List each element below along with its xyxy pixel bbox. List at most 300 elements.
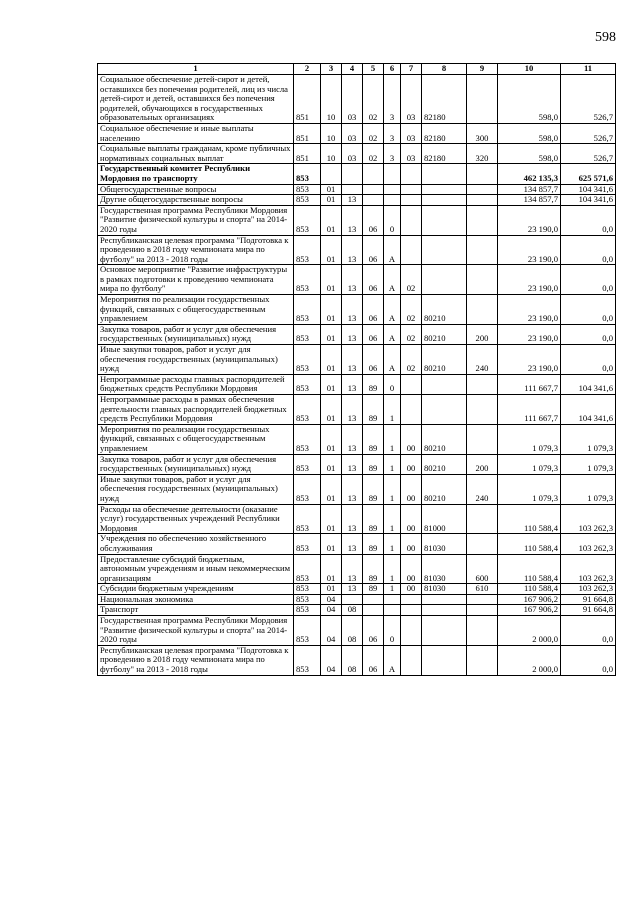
direction-cell: 80210 — [422, 345, 467, 375]
program-cell: 89 — [363, 474, 384, 504]
gr-code-cell: 853 — [294, 504, 321, 534]
direction-cell: 82180 — [422, 75, 467, 124]
event-cell: 03 — [401, 75, 422, 124]
subprogram-cell: 0 — [384, 205, 401, 235]
direction-cell: 81030 — [422, 534, 467, 554]
table-row — [98, 123, 616, 143]
amount-2020-cell: 1 079,3 — [561, 474, 616, 504]
gr-code-cell: 853 — [294, 295, 321, 325]
section-cell: 01 — [321, 324, 342, 344]
subsection-cell: 13 — [342, 374, 363, 394]
expense-type-cell — [467, 184, 498, 195]
expense-type-cell — [467, 645, 498, 675]
row-name-cell: Непрограммные расходы главных распорядителей бюджетных средств Республики Мордовия — [98, 374, 294, 394]
expense-type-cell — [467, 616, 498, 646]
direction-cell: 82180 — [422, 123, 467, 143]
table-row — [98, 605, 616, 616]
event-cell — [401, 184, 422, 195]
expense-type-cell — [467, 235, 498, 265]
amount-2019-cell: 2 000,0 — [498, 616, 561, 646]
page-number: 598 — [595, 30, 616, 45]
section-cell: 01 — [321, 205, 342, 235]
subprogram-cell: А — [384, 235, 401, 265]
row-name-cell: Иные закупки товаров, работ и услуг для обеспечения государственных (муниципальных) нужд — [98, 345, 294, 375]
event-cell: 02 — [401, 345, 422, 375]
section-cell: 01 — [321, 345, 342, 375]
row-name-cell: Социальное обеспечение детей-сирот и детей, оставшихся без попечения родителей, лиц из числа детей-сирот и детей, оставшихся без попечения родителей, обучающихся в государственных образовательных организациях — [98, 75, 294, 124]
amount-2020-cell: 103 262,3 — [561, 584, 616, 595]
amount-2019-cell: 23 190,0 — [498, 345, 561, 375]
table-row — [98, 534, 616, 554]
program-cell: 89 — [363, 554, 384, 584]
event-cell — [401, 205, 422, 235]
subprogram-cell — [384, 184, 401, 195]
expense-type-cell: 200 — [467, 324, 498, 344]
expense-type-cell — [467, 265, 498, 295]
subprogram-cell: 0 — [384, 374, 401, 394]
row-name-cell: Государственная программа Республики Мордовия "Развитие физической культуры и спорта" на 2014-2020 годы — [98, 205, 294, 235]
section-cell: 01 — [321, 474, 342, 504]
section-cell: 10 — [321, 123, 342, 143]
program-cell: 89 — [363, 504, 384, 534]
program-cell — [363, 184, 384, 195]
amount-2020-cell: 104 341,6 — [561, 184, 616, 195]
direction-cell — [422, 645, 467, 675]
row-name-cell: Транспорт — [98, 605, 294, 616]
direction-cell: 81030 — [422, 554, 467, 584]
amount-2019-cell: 1 079,3 — [498, 454, 561, 474]
subsection-cell: 13 — [342, 554, 363, 584]
table-row — [98, 75, 616, 124]
row-name-cell: Республиканская целевая программа "Подготовка к проведению в 2018 году чемпионата мира по футболу" на 2013 - 2018 годы — [98, 645, 294, 675]
amount-2020-cell: 0,0 — [561, 616, 616, 646]
gr-code-cell: 853 — [294, 164, 321, 184]
section-cell: 04 — [321, 594, 342, 605]
section-cell: 04 — [321, 605, 342, 616]
row-name-cell: Закупка товаров, работ и услуг для обеспечения государственных (муниципальных) нужд — [98, 454, 294, 474]
subprogram-cell — [384, 594, 401, 605]
column-header: 11 — [561, 64, 616, 75]
column-header: 9 — [467, 64, 498, 75]
subprogram-cell: 1 — [384, 504, 401, 534]
amount-2020-cell: 0,0 — [561, 265, 616, 295]
subprogram-cell: 1 — [384, 395, 401, 425]
direction-cell — [422, 605, 467, 616]
gr-code-cell: 853 — [294, 424, 321, 454]
amount-2020-cell: 91 664,8 — [561, 605, 616, 616]
gr-code-cell: 853 — [294, 395, 321, 425]
expense-type-cell: 240 — [467, 474, 498, 504]
subsection-cell: 13 — [342, 395, 363, 425]
row-name-cell: Субсидии бюджетным учреждениям — [98, 584, 294, 595]
section-cell: 10 — [321, 75, 342, 124]
table-row — [98, 144, 616, 164]
direction-cell: 81030 — [422, 584, 467, 595]
table-row — [98, 424, 616, 454]
row-name-cell: Национальная экономика — [98, 594, 294, 605]
program-cell: 06 — [363, 616, 384, 646]
subprogram-cell: 1 — [384, 474, 401, 504]
amount-2019-cell: 1 079,3 — [498, 474, 561, 504]
expense-type-cell — [467, 195, 498, 206]
expense-type-cell: 600 — [467, 554, 498, 584]
event-cell: 00 — [401, 584, 422, 595]
amount-2020-cell: 104 341,6 — [561, 374, 616, 394]
program-cell: 06 — [363, 345, 384, 375]
subsection-cell: 13 — [342, 534, 363, 554]
row-name-cell: Мероприятия по реализации государственных функций, связанных с общегосударственным управлением — [98, 424, 294, 454]
direction-cell — [422, 374, 467, 394]
table-row — [98, 195, 616, 206]
program-cell — [363, 605, 384, 616]
subsection-cell: 13 — [342, 195, 363, 206]
row-name-cell: Основное мероприятие "Развитие инфраструктуры в рамках подготовки к проведению чемпионата мира по футболу" — [98, 265, 294, 295]
subsection-cell: 13 — [342, 345, 363, 375]
amount-2019-cell: 134 857,7 — [498, 184, 561, 195]
expense-type-cell — [467, 75, 498, 124]
amount-2020-cell: 0,0 — [561, 324, 616, 344]
section-cell: 01 — [321, 504, 342, 534]
event-cell: 03 — [401, 123, 422, 143]
expense-type-cell — [467, 605, 498, 616]
column-header: 2 — [294, 64, 321, 75]
expense-type-cell: 320 — [467, 144, 498, 164]
subprogram-cell: 3 — [384, 144, 401, 164]
program-cell: 89 — [363, 374, 384, 394]
section-cell: 10 — [321, 144, 342, 164]
amount-2020-cell: 526,7 — [561, 75, 616, 124]
expense-type-cell — [467, 164, 498, 184]
subprogram-cell: А — [384, 324, 401, 344]
row-name-cell: Социальное обеспечение и иные выплаты населению — [98, 123, 294, 143]
event-cell: 02 — [401, 265, 422, 295]
subprogram-cell: А — [384, 295, 401, 325]
section-cell: 01 — [321, 195, 342, 206]
direction-cell — [422, 184, 467, 195]
direction-cell: 80210 — [422, 295, 467, 325]
amount-2019-cell: 111 667,7 — [498, 374, 561, 394]
table-row — [98, 645, 616, 675]
table-row — [98, 584, 616, 595]
program-cell: 02 — [363, 75, 384, 124]
program-cell: 06 — [363, 645, 384, 675]
gr-code-cell: 853 — [294, 324, 321, 344]
subsection-cell: 13 — [342, 454, 363, 474]
gr-code-cell: 853 — [294, 454, 321, 474]
gr-code-cell: 853 — [294, 645, 321, 675]
gr-code-cell: 853 — [294, 534, 321, 554]
column-header: 10 — [498, 64, 561, 75]
amount-2020-cell: 0,0 — [561, 205, 616, 235]
event-cell: 00 — [401, 424, 422, 454]
row-name-cell: Мероприятия по реализации государственных функций, связанных с общегосударственным управлением — [98, 295, 294, 325]
expense-type-cell — [467, 594, 498, 605]
row-name-cell: Государственная программа Республики Мордовия "Развитие физической культуры и спорта" на 2014-2020 годы — [98, 616, 294, 646]
expense-type-cell — [467, 295, 498, 325]
column-header: 8 — [422, 64, 467, 75]
event-cell: 00 — [401, 504, 422, 534]
event-cell: 00 — [401, 474, 422, 504]
amount-2019-cell: 2 000,0 — [498, 645, 561, 675]
subprogram-cell — [384, 605, 401, 616]
table-row — [98, 474, 616, 504]
subsection-cell — [342, 184, 363, 195]
event-cell: 03 — [401, 144, 422, 164]
event-cell — [401, 195, 422, 206]
gr-code-cell: 851 — [294, 144, 321, 164]
column-header: 1 — [98, 64, 294, 75]
table-row — [98, 205, 616, 235]
event-cell: 02 — [401, 324, 422, 344]
column-header: 4 — [342, 64, 363, 75]
amount-2019-cell: 598,0 — [498, 123, 561, 143]
amount-2019-cell: 167 906,2 — [498, 605, 561, 616]
section-cell: 01 — [321, 374, 342, 394]
row-name-cell: Учреждения по обеспечению хозяйственного обслуживания — [98, 534, 294, 554]
header-row — [98, 64, 616, 75]
row-name-cell: Общегосударственные вопросы — [98, 184, 294, 195]
event-cell: 00 — [401, 554, 422, 584]
amount-2019-cell: 110 588,4 — [498, 554, 561, 584]
event-cell — [401, 374, 422, 394]
table-row — [98, 324, 616, 344]
section-cell: 01 — [321, 295, 342, 325]
program-cell: 89 — [363, 424, 384, 454]
section-cell: 01 — [321, 184, 342, 195]
expense-type-cell — [467, 504, 498, 534]
amount-2020-cell: 104 341,6 — [561, 195, 616, 206]
amount-2020-cell: 625 571,6 — [561, 164, 616, 184]
amount-2019-cell: 23 190,0 — [498, 295, 561, 325]
row-name-cell: Социальные выплаты гражданам, кроме публичных нормативных социальных выплат — [98, 144, 294, 164]
direction-cell — [422, 164, 467, 184]
gr-code-cell: 853 — [294, 205, 321, 235]
amount-2020-cell: 103 262,3 — [561, 534, 616, 554]
amount-2020-cell: 0,0 — [561, 235, 616, 265]
amount-2019-cell: 23 190,0 — [498, 205, 561, 235]
column-header: 6 — [384, 64, 401, 75]
amount-2020-cell: 0,0 — [561, 345, 616, 375]
amount-2020-cell: 103 262,3 — [561, 504, 616, 534]
column-header: 7 — [401, 64, 422, 75]
direction-cell — [422, 205, 467, 235]
program-cell: 02 — [363, 144, 384, 164]
gr-code-cell: 853 — [294, 374, 321, 394]
event-cell: 00 — [401, 534, 422, 554]
subsection-cell: 03 — [342, 123, 363, 143]
row-name-cell: Закупка товаров, работ и услуг для обеспечения государственных (муниципальных) нужд — [98, 324, 294, 344]
subprogram-cell: 1 — [384, 454, 401, 474]
direction-cell: 82180 — [422, 144, 467, 164]
section-cell: 04 — [321, 645, 342, 675]
amount-2019-cell: 110 588,4 — [498, 584, 561, 595]
subprogram-cell — [384, 195, 401, 206]
row-name-cell: Республиканская целевая программа "Подготовка к проведению в 2018 году чемпионата мира по футболу" на 2013 - 2018 годы — [98, 235, 294, 265]
section-cell: 04 — [321, 616, 342, 646]
direction-cell — [422, 265, 467, 295]
direction-cell — [422, 195, 467, 206]
subsection-cell: 13 — [342, 295, 363, 325]
expense-type-cell — [467, 205, 498, 235]
gr-code-cell: 853 — [294, 235, 321, 265]
gr-code-cell: 853 — [294, 584, 321, 595]
table-row — [98, 345, 616, 375]
column-header: 3 — [321, 64, 342, 75]
direction-cell: 80210 — [422, 474, 467, 504]
amount-2019-cell: 167 906,2 — [498, 594, 561, 605]
table-row — [98, 295, 616, 325]
amount-2020-cell: 1 079,3 — [561, 424, 616, 454]
direction-cell — [422, 594, 467, 605]
event-cell — [401, 594, 422, 605]
subsection-cell: 03 — [342, 75, 363, 124]
amount-2019-cell: 23 190,0 — [498, 265, 561, 295]
subsection-cell: 13 — [342, 584, 363, 595]
table-row — [98, 184, 616, 195]
subsection-cell: 03 — [342, 144, 363, 164]
table-row — [98, 616, 616, 646]
section-cell: 01 — [321, 235, 342, 265]
amount-2019-cell: 110 588,4 — [498, 504, 561, 534]
event-cell — [401, 164, 422, 184]
amount-2020-cell: 526,7 — [561, 123, 616, 143]
amount-2019-cell: 111 667,7 — [498, 395, 561, 425]
program-cell: 06 — [363, 295, 384, 325]
direction-cell: 81000 — [422, 504, 467, 534]
table-row — [98, 164, 616, 184]
gr-code-cell: 853 — [294, 605, 321, 616]
amount-2019-cell: 134 857,7 — [498, 195, 561, 206]
expense-type-cell: 300 — [467, 123, 498, 143]
program-cell: 89 — [363, 395, 384, 425]
program-cell — [363, 594, 384, 605]
row-name-cell: Расходы на обеспечение деятельности (оказание услуг) государственных учреждений Республики Мордовия — [98, 504, 294, 534]
subsection-cell — [342, 164, 363, 184]
table-row — [98, 374, 616, 394]
amount-2019-cell: 462 135,3 — [498, 164, 561, 184]
event-cell — [401, 235, 422, 265]
gr-code-cell: 853 — [294, 474, 321, 504]
subprogram-cell: 0 — [384, 616, 401, 646]
table-row — [98, 395, 616, 425]
amount-2020-cell: 0,0 — [561, 295, 616, 325]
amount-2019-cell: 23 190,0 — [498, 324, 561, 344]
subsection-cell: 13 — [342, 424, 363, 454]
gr-code-cell: 853 — [294, 195, 321, 206]
program-cell: 06 — [363, 205, 384, 235]
expense-type-cell — [467, 395, 498, 425]
event-cell: 00 — [401, 454, 422, 474]
expense-type-cell — [467, 534, 498, 554]
section-cell: 01 — [321, 424, 342, 454]
gr-code-cell: 853 — [294, 345, 321, 375]
subprogram-cell: 1 — [384, 584, 401, 595]
direction-cell — [422, 395, 467, 425]
program-cell — [363, 164, 384, 184]
amount-2019-cell: 598,0 — [498, 144, 561, 164]
subsection-cell: 13 — [342, 504, 363, 534]
subsection-cell: 08 — [342, 616, 363, 646]
subsection-cell — [342, 594, 363, 605]
table-row — [98, 554, 616, 584]
row-name-cell: Предоставление субсидий бюджетным, автономным учреждениям и иным некоммерческим организациям — [98, 554, 294, 584]
amount-2019-cell: 1 079,3 — [498, 424, 561, 454]
table-row — [98, 504, 616, 534]
column-header: 5 — [363, 64, 384, 75]
subsection-cell: 13 — [342, 324, 363, 344]
program-cell — [363, 195, 384, 206]
expense-type-cell — [467, 424, 498, 454]
program-cell: 02 — [363, 123, 384, 143]
amount-2019-cell: 598,0 — [498, 75, 561, 124]
amount-2019-cell: 110 588,4 — [498, 534, 561, 554]
direction-cell — [422, 235, 467, 265]
program-cell: 89 — [363, 584, 384, 595]
amount-2019-cell: 23 190,0 — [498, 235, 561, 265]
subprogram-cell: 1 — [384, 554, 401, 584]
program-cell: 06 — [363, 235, 384, 265]
amount-2020-cell: 104 341,6 — [561, 395, 616, 425]
section-cell: 01 — [321, 554, 342, 584]
direction-cell: 80210 — [422, 454, 467, 474]
gr-code-cell: 851 — [294, 123, 321, 143]
subprogram-cell: А — [384, 265, 401, 295]
expense-type-cell: 200 — [467, 454, 498, 474]
program-cell: 89 — [363, 454, 384, 474]
row-name-cell: Непрограммные расходы в рамках обеспечения деятельности главных распорядителей бюджетных средств Республики Мордовия — [98, 395, 294, 425]
event-cell — [401, 605, 422, 616]
subsection-cell: 13 — [342, 265, 363, 295]
gr-code-cell: 853 — [294, 594, 321, 605]
program-cell: 06 — [363, 265, 384, 295]
event-cell — [401, 616, 422, 646]
subprogram-cell: 3 — [384, 75, 401, 124]
amount-2020-cell: 103 262,3 — [561, 554, 616, 584]
amount-2020-cell: 0,0 — [561, 645, 616, 675]
row-name-cell: Иные закупки товаров, работ и услуг для обеспечения государственных (муниципальных) нужд — [98, 474, 294, 504]
table-row — [98, 594, 616, 605]
program-cell: 89 — [363, 534, 384, 554]
gr-code-cell: 853 — [294, 265, 321, 295]
event-cell — [401, 395, 422, 425]
budget-table — [97, 63, 616, 676]
table-row — [98, 454, 616, 474]
table-row — [98, 265, 616, 295]
expense-type-cell: 240 — [467, 345, 498, 375]
subsection-cell: 08 — [342, 645, 363, 675]
section-cell — [321, 164, 342, 184]
amount-2020-cell: 1 079,3 — [561, 454, 616, 474]
section-cell: 01 — [321, 395, 342, 425]
section-cell: 01 — [321, 265, 342, 295]
subsection-cell: 13 — [342, 235, 363, 265]
section-cell: 01 — [321, 584, 342, 595]
amount-2020-cell: 526,7 — [561, 144, 616, 164]
subsection-cell: 08 — [342, 605, 363, 616]
section-cell: 01 — [321, 534, 342, 554]
amount-2020-cell: 91 664,8 — [561, 594, 616, 605]
subsection-cell: 13 — [342, 205, 363, 235]
row-name-cell: Другие общегосударственные вопросы — [98, 195, 294, 206]
table-row — [98, 235, 616, 265]
gr-code-cell: 853 — [294, 616, 321, 646]
direction-cell — [422, 616, 467, 646]
direction-cell: 80210 — [422, 324, 467, 344]
section-cell: 01 — [321, 454, 342, 474]
subsection-cell: 13 — [342, 474, 363, 504]
row-name-cell: Государственный комитет Республики Мордовия по транспорту — [98, 164, 294, 184]
subprogram-cell: А — [384, 345, 401, 375]
